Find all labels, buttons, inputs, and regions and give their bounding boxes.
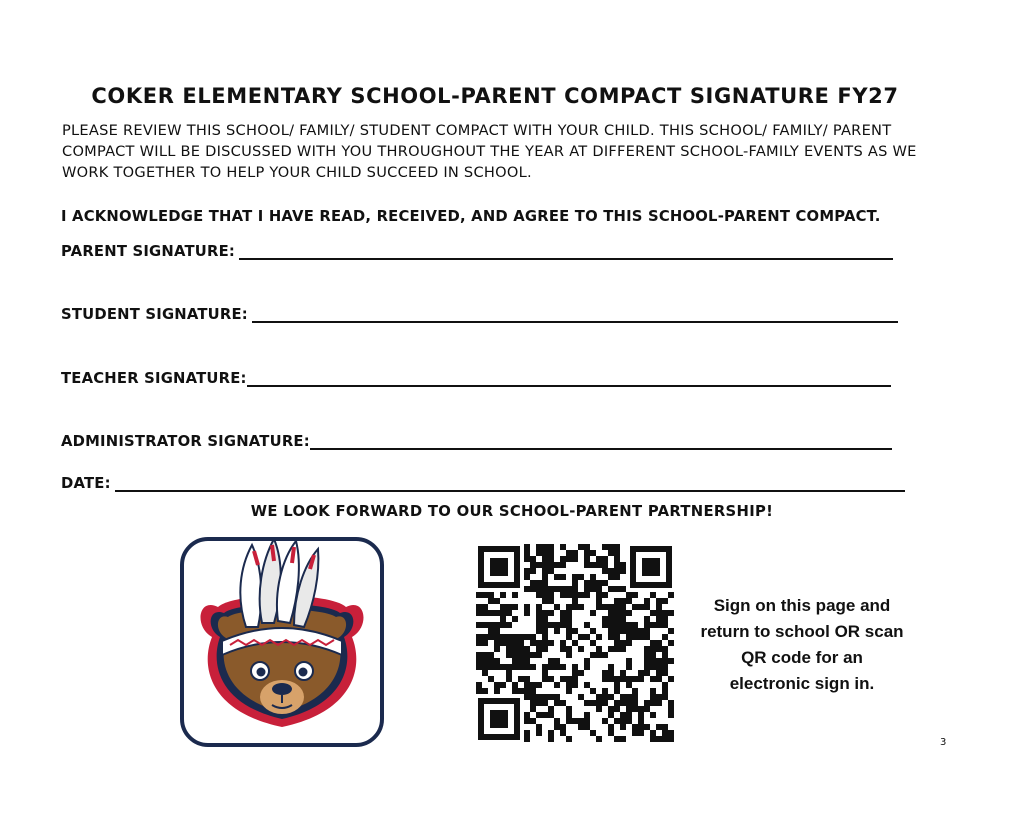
student-signature-label: STUDENT SIGNATURE:: [61, 306, 248, 323]
parent-signature-line[interactable]: [239, 244, 893, 260]
student-signature-row: [61, 306, 898, 323]
bear-mascot-icon: [180, 537, 384, 747]
closing-message: WE LOOK FORWARD TO OUR SCHOOL-PARENT PARTNERSHIP!: [250, 503, 774, 520]
date-row: [61, 475, 905, 492]
teacher-signature-line[interactable]: [247, 371, 891, 387]
acknowledgement-statement: I ACKNOWLEDGE THAT I HAVE READ, RECEIVED, AND AGREE TO THIS SCHOOL-PARENT COMPACT.: [61, 208, 881, 225]
teacher-signature-label: TEACHER SIGNATURE:: [61, 370, 247, 387]
page-title: COKER ELEMENTARY SCHOOL-PARENT COMPACT SIGNATURE FY27: [91, 84, 899, 108]
date-label: DATE:: [61, 475, 111, 492]
administrator-signature-row: [61, 433, 892, 450]
date-line[interactable]: [115, 476, 905, 492]
parent-signature-row: [61, 243, 893, 260]
parent-signature-label: PARENT SIGNATURE:: [61, 243, 235, 260]
page-number: 3: [940, 737, 947, 748]
qr-code-icon[interactable]: [470, 538, 680, 748]
qr-instruction-note: Sign on this page and return to school OR scan QR code for an electronic sign in.: [700, 596, 904, 693]
administrator-signature-label: ADMINISTRATOR SIGNATURE:: [61, 433, 310, 450]
administrator-signature-line[interactable]: [310, 434, 892, 450]
intro-paragraph: PLEASE REVIEW THIS SCHOOL/ FAMILY/ STUDENT COMPACT WITH YOUR CHILD. THIS SCHOOL/ FAMILY/ PARENT COMPACT WILL BE DISCUSSED WITH YOU THROUGHOUT THE YEAR AT DIFFERENT SCHOOL-FAMILY EVENTS AS WE WORK TOGETHER TO HELP YOUR CHILD SUCCEED IN SCHOOL.: [62, 122, 917, 181]
student-signature-line[interactable]: [252, 307, 898, 323]
teacher-signature-row: [61, 370, 891, 387]
